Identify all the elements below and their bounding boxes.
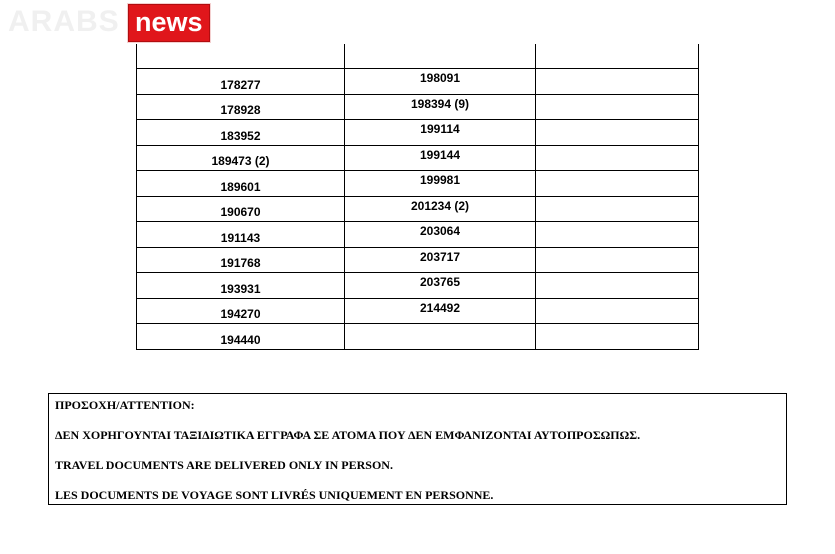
table-top-row	[137, 44, 699, 69]
table-cell	[137, 145, 345, 171]
table-cell-value	[345, 333, 535, 339]
table-cell	[137, 69, 345, 95]
table-cell	[137, 247, 345, 273]
table-cell-value: 201234 (2)	[410, 198, 470, 213]
table-cell	[345, 298, 536, 324]
table-cell-value: 191143	[220, 230, 261, 245]
table-cell	[137, 324, 345, 350]
table-cell	[345, 120, 536, 146]
table-cell	[536, 145, 699, 171]
table-row	[137, 222, 699, 248]
table-cell	[345, 44, 536, 69]
table-cell-value: 194270	[220, 307, 261, 322]
table-cell	[536, 44, 699, 69]
table-cell-value: 198394 (9)	[410, 96, 470, 111]
table-cell	[345, 324, 536, 350]
table-cell-value: 194440	[220, 332, 261, 347]
table-cell-value: 214492	[419, 300, 461, 315]
site-logo	[8, 4, 203, 40]
table-cell-value: 189473 (2)	[211, 154, 270, 169]
table-cell	[345, 171, 536, 197]
table-cell-value: 178928	[220, 103, 261, 118]
table-cell	[137, 44, 345, 69]
table-row	[137, 69, 699, 95]
table-row	[137, 324, 699, 350]
table-cell-value: 198091	[419, 71, 461, 86]
table-cell	[137, 196, 345, 222]
table-cell	[536, 171, 699, 197]
table-cell	[345, 94, 536, 120]
table-cell	[536, 69, 699, 95]
table-cell-value: 199144	[419, 147, 461, 162]
table-cell-value: 203717	[419, 249, 461, 264]
table-cell-value: 203064	[419, 224, 461, 239]
table-row	[137, 298, 699, 324]
table-cell	[536, 222, 699, 248]
table-cell	[536, 324, 699, 350]
table-row	[137, 145, 699, 171]
table-cell	[137, 273, 345, 299]
notice-line-english: TRAVEL DOCUMENTS ARE DELIVERED ONLY IN PERSON.	[55, 458, 393, 472]
table-row	[137, 247, 699, 273]
table-cell	[137, 222, 345, 248]
table-cell	[345, 222, 536, 248]
table-cell	[345, 247, 536, 273]
table-cell	[345, 145, 536, 171]
logo-news-badge: news	[128, 4, 210, 42]
table-cell	[137, 120, 345, 146]
table-cell	[536, 196, 699, 222]
table-cell-value: 199981	[419, 173, 461, 188]
table-cell	[345, 69, 536, 95]
table-row	[137, 273, 699, 299]
table-cell-value: 190670	[220, 205, 261, 220]
table-cell	[345, 196, 536, 222]
notice-heading: ΠΡΟΣΟΧΗ/ATTENTION:	[55, 398, 195, 412]
logo-watermark-text: ARABS	[8, 5, 120, 38]
table-cell	[536, 120, 699, 146]
table-cell-value: 199114	[420, 122, 460, 137]
table-row	[137, 196, 699, 222]
table-cell	[345, 273, 536, 299]
table-cell	[536, 298, 699, 324]
notice-line-french: LES DOCUMENTS DE VOYAGE SONT LIVRÉS UNIQUEMENT EN PERSONNE.	[55, 488, 494, 502]
table-row	[137, 171, 699, 197]
table-cell	[536, 94, 699, 120]
attention-notice-box	[48, 393, 787, 505]
table-cell	[137, 171, 345, 197]
table-cell	[536, 247, 699, 273]
reference-number-table	[136, 44, 699, 350]
table-cell-value: 191768	[220, 256, 261, 271]
notice-line-greek: ΔΕΝ ΧΟΡΗΓΟΥΝΤΑΙ ΤΑΞΙΔΙΩΤΙΚΑ ΕΓΓΡΑΦΑ ΣΕ ΑΤΟΜΑ ΠΟΥ ΔΕΝ ΕΜΦΑΝΙΖΟΝΤΑΙ ΑΥΤΟΠΡΟΣΩΠΩΣ.	[55, 428, 641, 442]
table-row	[137, 94, 699, 120]
table-cell-value: 178277	[220, 77, 261, 92]
table-cell-value: 203765	[419, 275, 461, 290]
table-cell	[536, 273, 699, 299]
table-cell-value: 189601	[220, 179, 261, 194]
table-row	[137, 120, 699, 146]
table-cell	[137, 94, 345, 120]
table-cell-value: 193931	[220, 281, 261, 296]
table-cell-value: 183952	[220, 128, 261, 143]
table-cell	[137, 298, 345, 324]
